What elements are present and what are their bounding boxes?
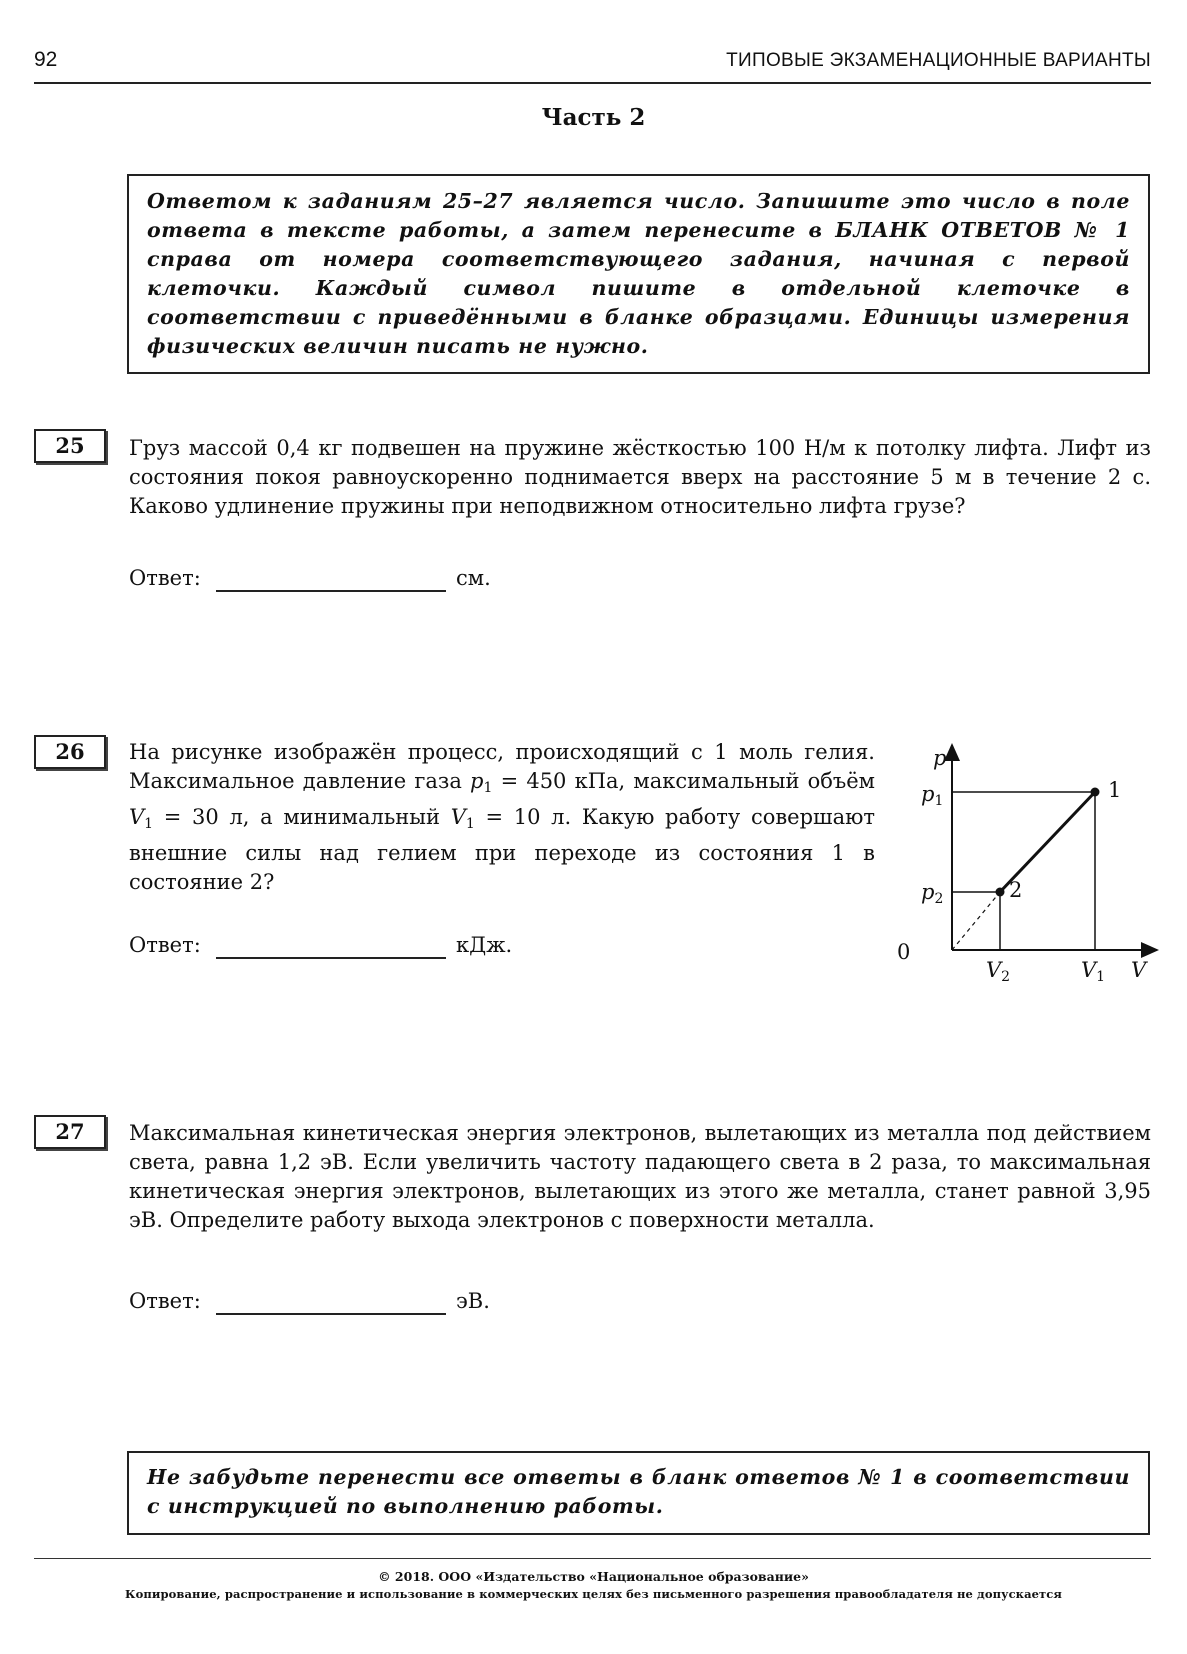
task-number-25: 25 — [34, 429, 106, 463]
answer-label: Ответ: — [129, 566, 201, 590]
v1-label: V1 — [1081, 958, 1106, 985]
header-divider — [34, 82, 1151, 84]
symbol-sub: 1 — [465, 816, 475, 832]
pv-diagram — [897, 735, 1165, 995]
answer-unit: эВ. — [456, 1289, 490, 1313]
reminder-box — [127, 1451, 1150, 1535]
text-part: На рисунке изображён процесс, происходящий с 1 моль гелия. Максимальное давление газа — [129, 740, 875, 793]
instructions-text: Ответом к заданиям 25–27 является число. Запишите это число в поле ответа в тексте работы, а затем перенесите в БЛАНК ОТВЕТОВ № 1 справа от номера соответствующего задания, начиная с первой клеточки. Каждый символ пишите в отдельной клеточке в соответствии с приведёнными в бланке образцами. Единицы измерения физических величин писать не нужно. — [147, 189, 1130, 358]
answer-unit: см. — [456, 566, 491, 590]
p1-label: p1 — [921, 782, 944, 809]
footer-divider — [34, 1558, 1151, 1559]
running-title: ТИПОВЫЕ ЭКЗАМЕНАЦИОННЫЕ ВАРИАНТЫ — [726, 50, 1151, 71]
v2-label: V2 — [986, 958, 1011, 985]
answer-unit: кДж. — [456, 933, 513, 957]
page-number: 92 — [34, 48, 58, 71]
answer-field[interactable] — [216, 590, 446, 592]
symbol-sub: 1 — [483, 780, 493, 796]
state-point-1 — [1091, 788, 1100, 797]
point-1-label: 1 — [1108, 778, 1122, 802]
instructions-box — [127, 174, 1150, 374]
part-title: Часть 2 — [541, 104, 646, 131]
text-part: = 10 л. Какую работу совершают внешние силы над гелием при переходе из состояния 1 в состояние 2? — [129, 805, 875, 894]
task-26-text — [129, 738, 875, 897]
text-part: = 450 кПа, максимальный объём — [492, 769, 876, 793]
dashed-extension — [952, 892, 1000, 950]
answer-field[interactable] — [216, 957, 446, 959]
origin-label: 0 — [897, 940, 911, 964]
copy-notice: Копирование, распространение и использование в коммерческих целях без письменного разрешения правообладателя не допускается — [125, 1587, 1062, 1601]
answer-field[interactable] — [216, 1313, 446, 1315]
answer-label: Ответ: — [129, 933, 201, 957]
p2-label: p2 — [921, 880, 944, 907]
text-part: = 30 л, а минимальный — [153, 805, 451, 829]
symbol-p: p — [470, 769, 484, 793]
task-number-27: 27 — [34, 1115, 106, 1149]
x-axis-label: V — [1131, 958, 1147, 982]
reminder-text: Не забудьте перенести все ответы в бланк ответов № 1 в соответствии с инструкцией по выполнению работы. — [147, 1465, 1130, 1518]
task-27-text: Максимальная кинетическая энергия электронов, вылетающих из металла под действием света, равна 1,2 эВ. Если увеличить частоту падающего света в 2 раза, то максимальная кинетическая энергия электронов, вылетающих из этого же металла, станет равной 3,95 эВ. Определите работу выхода электронов с поверхности металла. — [129, 1121, 1151, 1232]
symbol-sub: 1 — [144, 816, 154, 832]
state-point-2 — [996, 888, 1005, 897]
symbol-v: V — [450, 805, 466, 829]
task-25-text: Груз массой 0,4 кг подвешен на пружине жёсткостью 100 Н/м к потолку лифта. Лифт из состояния покоя равноускоренно поднимается вверх на расстояние 5 м в течение 2 с. Каково удлинение пружины при неподвижном относительно лифта грузе? — [129, 436, 1151, 518]
copyright: © 2018. ООО «Издательство «Национальное образование» — [378, 1569, 809, 1584]
point-2-label: 2 — [1009, 878, 1023, 902]
process-line — [1000, 792, 1095, 892]
symbol-v: V — [129, 805, 145, 829]
task-number-26: 26 — [34, 735, 106, 769]
y-axis-label: p — [933, 746, 947, 770]
answer-label: Ответ: — [129, 1289, 201, 1313]
